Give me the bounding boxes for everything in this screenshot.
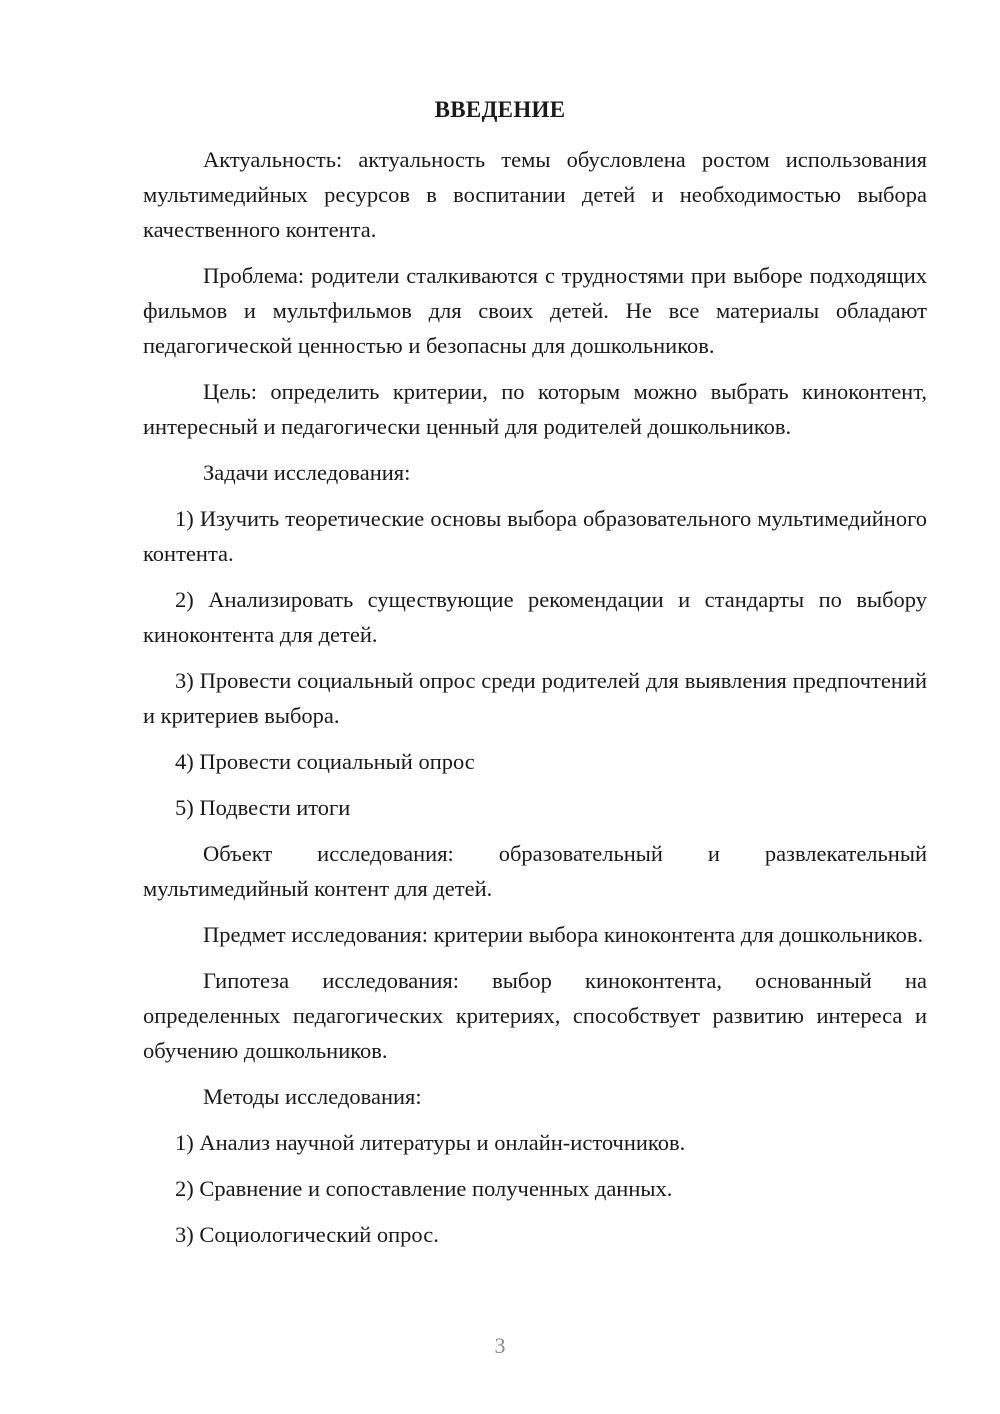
section-title: ВВЕДЕНИЕ xyxy=(434,97,566,122)
paragraph: Гипотеза исследования: выбор киноконтента, основанный на определенных педагогических критериях, способствует развитию интереса и обучению дошкольников. xyxy=(143,968,927,1063)
list-item: 2) Сравнение и сопоставление полученных данных. xyxy=(175,1176,673,1201)
list-item: 3) Социологический опрос. xyxy=(175,1222,439,1247)
paragraph: Объект исследования: образовательный и развлекательный мультимедийный контент для детей. xyxy=(143,841,927,901)
paragraph: Задачи исследования: xyxy=(203,460,411,485)
page-number: 3 xyxy=(494,1333,506,1358)
list-item: 3) Провести социальный опрос среди родителей для выявления предпочтений и критериев выбора. xyxy=(143,668,927,728)
list-item: 2) Анализировать существующие рекомендации и стандарты по выбору киноконтента для детей. xyxy=(143,587,927,647)
list-item: 1) Изучить теоретические основы выбора образовательного мультимедийного контента. xyxy=(143,506,927,566)
paragraph: Актуальность: актуальность темы обусловлена ростом использования мультимедийных ресурсов в воспитании детей и необходимостью выбора качественного контента. xyxy=(143,147,927,242)
list-item: 1) Анализ научной литературы и онлайн-источников. xyxy=(175,1130,686,1155)
body-text xyxy=(143,142,927,1263)
list-item: 5) Подвести итоги xyxy=(175,795,351,820)
list-item: 4) Провести социальный опрос xyxy=(175,749,475,774)
paragraph: Проблема: родители сталкиваются с трудностями при выборе подходящих фильмов и мультфильмов для своих детей. Не все материалы обладают педагогической ценностью и безопасны для дошкольников. xyxy=(143,263,927,358)
paragraph: Цель: определить критерии, по которым можно выбрать киноконтент, интересный и педагогически ценный для родителей дошкольников. xyxy=(143,379,927,439)
paragraph: Методы исследования: xyxy=(203,1084,422,1109)
paragraph: Предмет исследования: критерии выбора киноконтента для дошкольников. xyxy=(203,922,924,947)
